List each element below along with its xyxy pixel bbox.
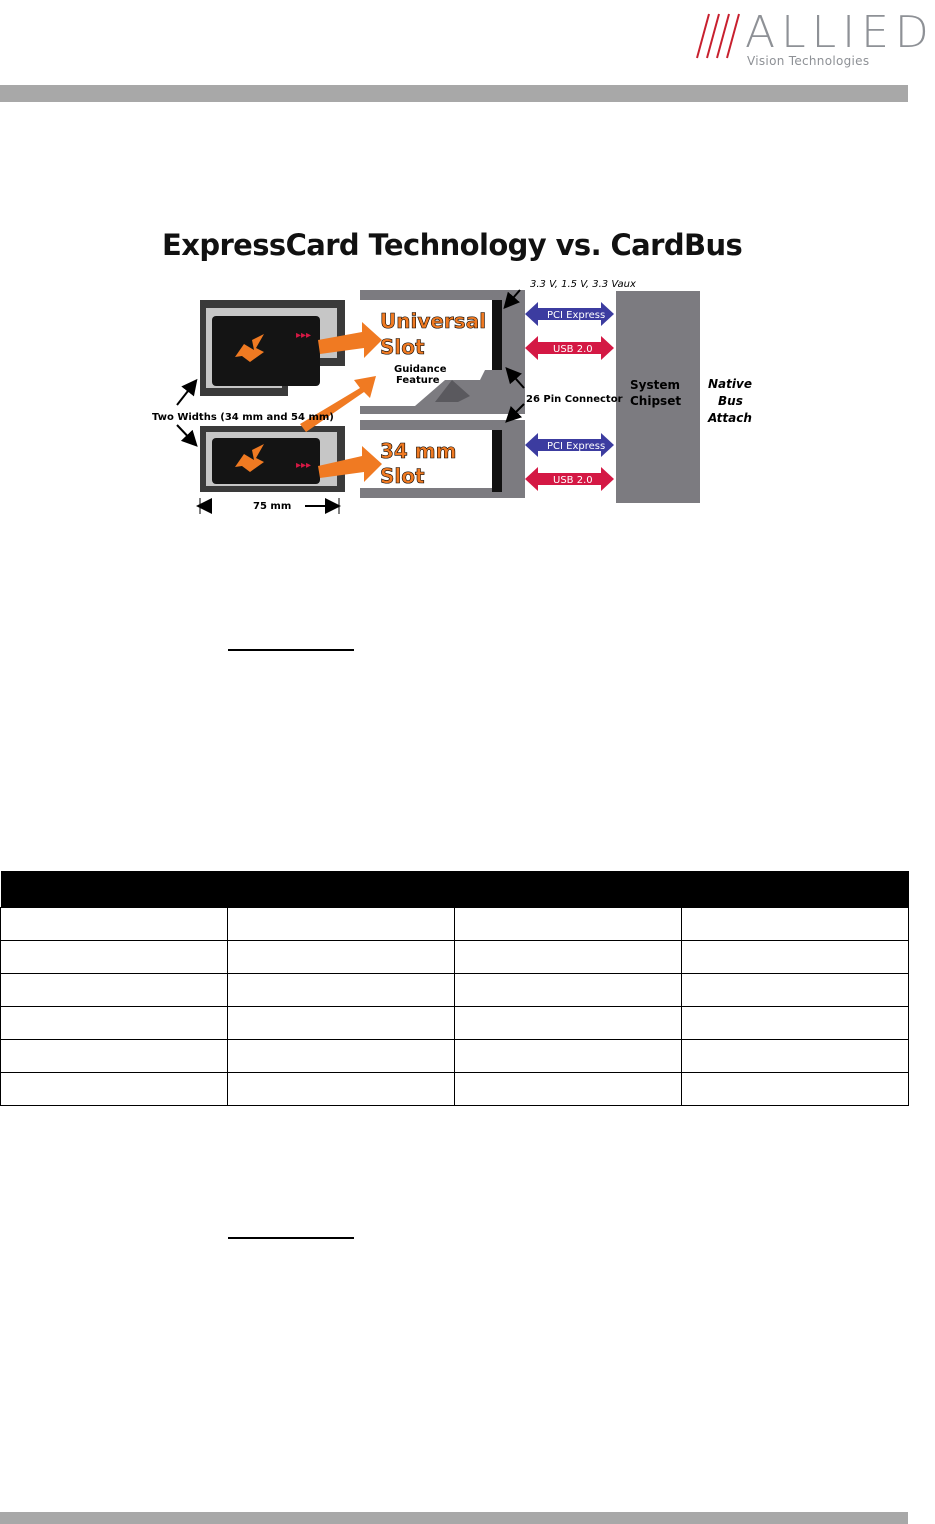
- table-cell: [1, 974, 228, 1007]
- table-header-cell: [1, 871, 228, 908]
- card-34mm: [200, 426, 345, 492]
- table-cell: [1, 908, 228, 941]
- table-header-row: [1, 871, 909, 908]
- table-row: [1, 908, 909, 941]
- pci-label-upper: PCI Express: [547, 310, 606, 321]
- small-slot-line1: 34 mm: [380, 439, 457, 463]
- allied-logo: [693, 7, 935, 70]
- expresscard-diagram: [140, 220, 770, 520]
- svg-text:▸▸▸: ▸▸▸: [296, 460, 312, 471]
- chipset-line2: Chipset: [630, 394, 682, 408]
- figure-title: ExpressCard Technology vs. CardBus: [162, 228, 743, 262]
- table-cell: [682, 974, 909, 1007]
- svg-text:▸▸▸: ▸▸▸: [296, 330, 312, 341]
- table-cell: [228, 1007, 455, 1040]
- table-cell: [228, 1040, 455, 1073]
- table-cell: [1, 1040, 228, 1073]
- table-header-cell: [228, 871, 455, 908]
- guidance-line1: Guidance: [394, 364, 447, 375]
- brand-tagline: Vision Technologies: [747, 54, 870, 68]
- table-cell: [455, 941, 682, 974]
- universal-slot-line1: Universal: [380, 309, 487, 333]
- table-cell: [1, 941, 228, 974]
- native-line3: Attach: [708, 411, 752, 425]
- length-label: 75 mm: [253, 501, 292, 512]
- table-row: [1, 1040, 909, 1073]
- expresscard-figure: [140, 220, 770, 520]
- table-row: [1, 1073, 909, 1106]
- table-cell: [682, 908, 909, 941]
- table-row: [1, 1007, 909, 1040]
- native-line2: Bus: [718, 394, 743, 408]
- table-row: [1, 941, 909, 974]
- table-cell: [455, 974, 682, 1007]
- table-cell: [455, 908, 682, 941]
- underline-rule-2: [228, 1237, 354, 1239]
- underline-rule-1: [228, 649, 354, 651]
- universal-slot-line2: Slot: [380, 335, 425, 359]
- table-cell: [682, 941, 909, 974]
- spec-table: [0, 871, 909, 1106]
- table-cell: [228, 1073, 455, 1106]
- native-line1: Native: [708, 377, 752, 391]
- table-cell: [682, 1007, 909, 1040]
- table-row: [1, 974, 909, 1007]
- table-header-cell: [455, 871, 682, 908]
- table-cell: [455, 1040, 682, 1073]
- table-cell: [1, 1007, 228, 1040]
- table-cell: [228, 941, 455, 974]
- table-cell: [682, 1073, 909, 1106]
- connector-label: 26 Pin Connector: [526, 394, 623, 405]
- guidance-line2: Feature: [396, 375, 440, 386]
- table-cell: [228, 908, 455, 941]
- widths-label: Two Widths (34 mm and 54 mm): [152, 412, 334, 423]
- usb-label-upper: USB 2.0: [553, 344, 593, 355]
- table-header-cell: [682, 871, 909, 908]
- logo-slashes-icon: [693, 12, 743, 62]
- table-cell: [228, 974, 455, 1007]
- small-slot-line2: Slot: [380, 464, 425, 488]
- voltage-label: 3.3 V, 1.5 V, 3.3 Vaux: [530, 279, 636, 290]
- usb-label-lower: USB 2.0: [553, 475, 593, 486]
- pci-label-lower: PCI Express: [547, 441, 606, 452]
- table-cell: [455, 1007, 682, 1040]
- table-cell: [682, 1040, 909, 1073]
- brand-name: ALLIED: [745, 7, 935, 58]
- table-cell: [1, 1073, 228, 1106]
- table-cell: [455, 1073, 682, 1106]
- header-bar: [0, 85, 908, 102]
- chipset-line1: System: [630, 378, 680, 392]
- footer-bar: [0, 1512, 908, 1524]
